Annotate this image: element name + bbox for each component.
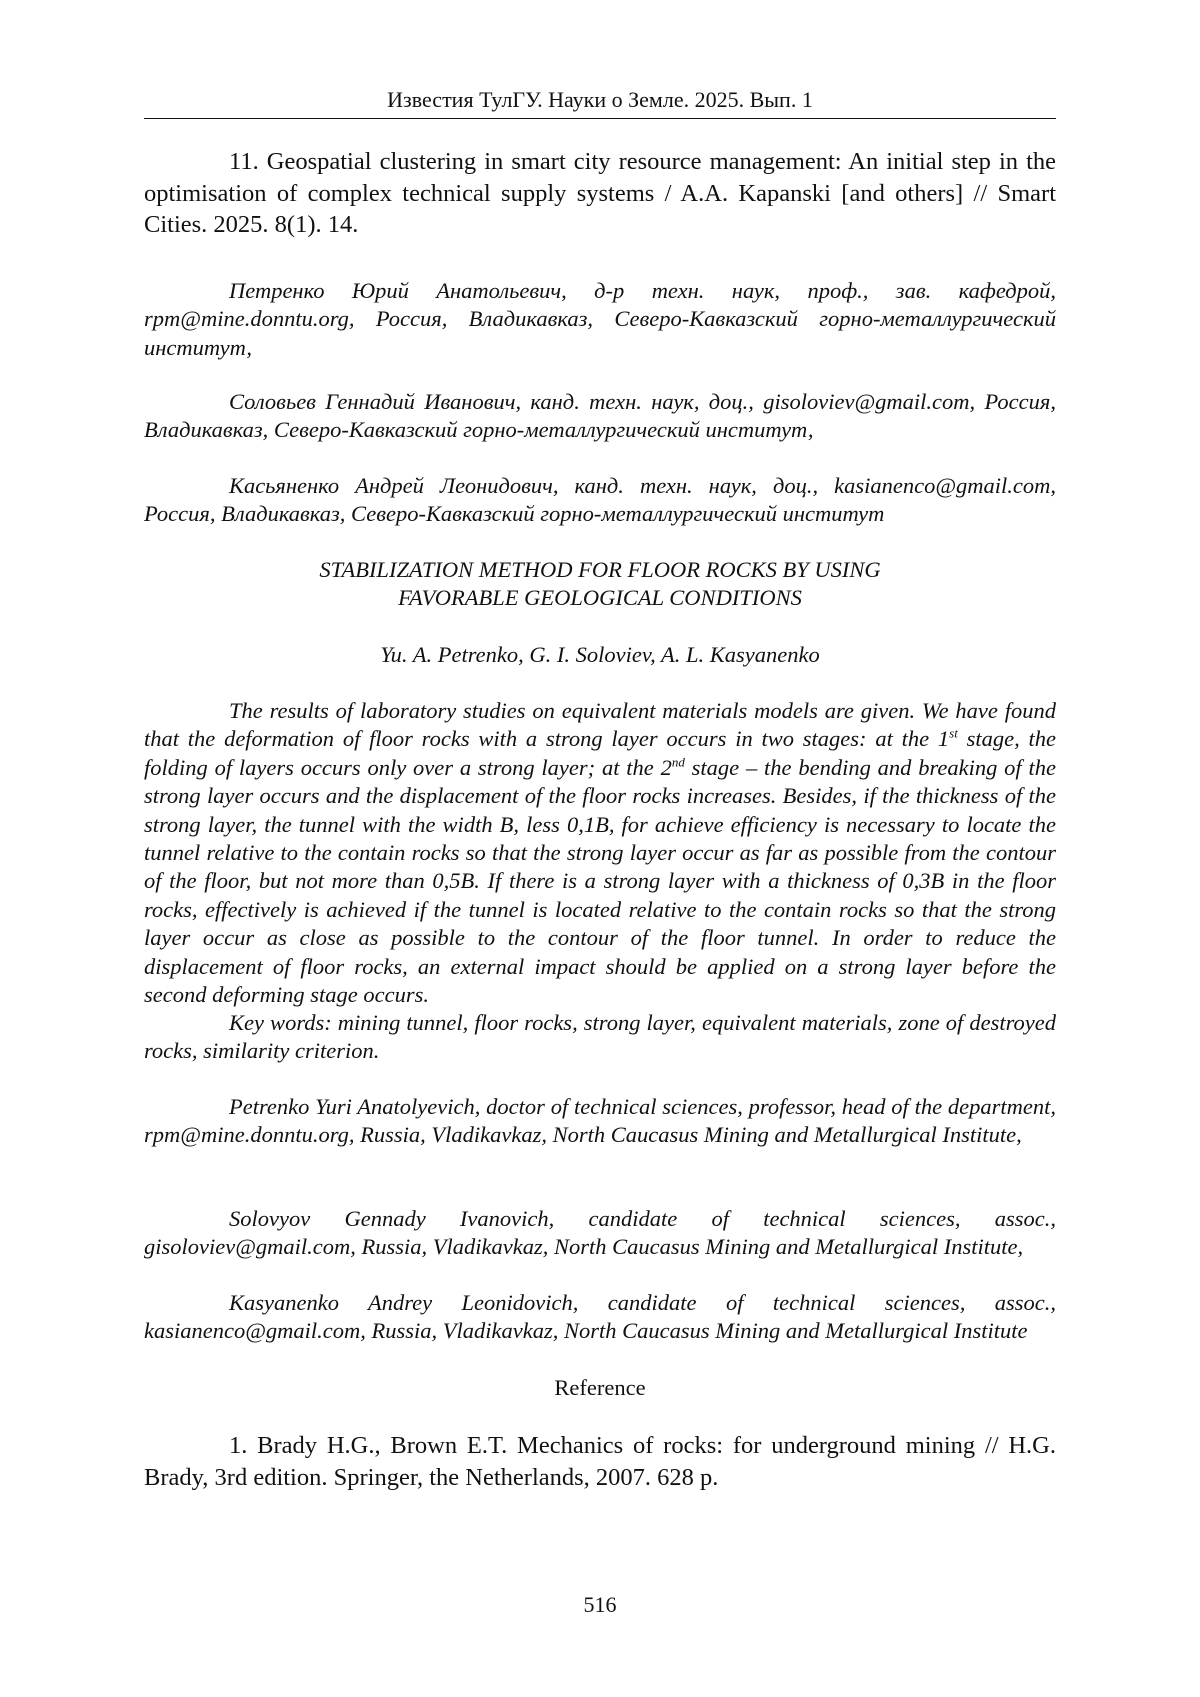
author-affiliation-ru-2: Соловьев Геннадий Иванович, канд. техн. наук, доц., gisoloviev@gmail.com, Россия, Владикавказ, Северо-Кавказский горно-металлургический институт,	[144, 389, 1056, 443]
author-affiliation-ru-3: Касьяненко Андрей Леонидович, канд. техн. наук, доц., kasianenco@gmail.com, Россия, Владикавказ, Северо-Кавказский горно-металлургический институт	[144, 473, 1056, 527]
abstract-text-3: stage – the bending and breaking of the strong layer occurs and the displacement of the floor rocks increases. Besides, if the thickness of the strong layer, the tunnel with the width B, less 0,1B, for achieve efficiency is necessary to locate the tunnel relative to the contain rocks so that the strong layer occur as far as possible from the contour of the floor, but not more than 0,5B. If there is a strong layer with a thickness of 0,3B in the floor rocks, effectively is achieved if the tunnel is located relative to the contain rocks so that the strong layer occur as close as possible to the contour of the floor tunnel. In order to reduce the displacement of floor rocks, an external impact should be applied on a strong layer before the second deforming stage occurs.	[144, 754, 1056, 1008]
article-title-line-2: FAVORABLE GEOLOGICAL CONDITIONS	[398, 585, 802, 611]
abstract-text-1: The results of laboratory studies on equivalent materials models are given. We have found that the deformation of floor rocks with a strong layer occurs in two stages: at the 1	[144, 698, 1056, 752]
reference-item-1: 1. Brady H.G., Brown E.T. Mechanics of rocks: for underground mining // H.G. Brady, 3rd edition. Springer, the Netherlands, 2007. 628 p.	[144, 1432, 1056, 1491]
running-header: Известия ТулГУ. Науки о Земле. 2025. Вып. 1	[387, 87, 813, 112]
page-number: 516	[583, 1592, 617, 1617]
reference-item-11: 11. Geospatial clustering in smart city resource management: An initial step in the optimisation of complex technical supply systems / A.A. Kapanski [and others] // Smart Cities. 2025. 8(1). 14.	[144, 148, 1056, 239]
author-affiliation-en-2: Solovyov Gennady Ivanovich, candidate of technical sciences, assoc., gisoloviev@gmail.com, Russia, Vladikavkaz, North Caucasus Mining and Metallurgical Institute,	[144, 1206, 1056, 1260]
author-affiliation-en-3: Kasyanenko Andrey Leonidovich, candidate of technical sciences, assoc., kasianenco@gmail.com, Russia, Vladikavkaz, North Caucasus Mining and Metallurgical Institute	[144, 1290, 1056, 1344]
article-authors: Yu. A. Petrenko, G. I. Soloviev, A. L. Kasyanenko	[380, 642, 820, 667]
article-title	[144, 556, 1056, 613]
superscript-nd: nd	[671, 754, 685, 770]
abstract-text-2: stage, the folding of layers occurs only over a strong layer; at the 2	[144, 726, 1056, 780]
header-rule	[144, 118, 1056, 119]
article-title-line-1: STABILIZATION METHOD FOR FLOOR ROCKS BY USING	[319, 557, 881, 582]
abstract	[144, 697, 1056, 1009]
author-affiliation-ru-1: Петренко Юрий Анатольевич, д-р техн. наук, проф., зав. кафедрой, rpm@mine.donntu.org, Россия, Владикавказ, Северо-Кавказский горно-металлургический институт,	[144, 278, 1056, 360]
references-heading: Reference	[554, 1375, 646, 1400]
keywords: Key words: mining tunnel, floor rocks, strong layer, equivalent materials, zone of destroyed rocks, similarity criterion.	[144, 1010, 1056, 1064]
author-affiliation-en-1: Petrenko Yuri Anatolyevich, doctor of technical sciences, professor, head of the department, rpm@mine.donntu.org, Russia, Vladikavkaz, North Caucasus Mining and Metallurgical Institute,	[144, 1094, 1056, 1148]
superscript-st: st	[949, 725, 958, 741]
